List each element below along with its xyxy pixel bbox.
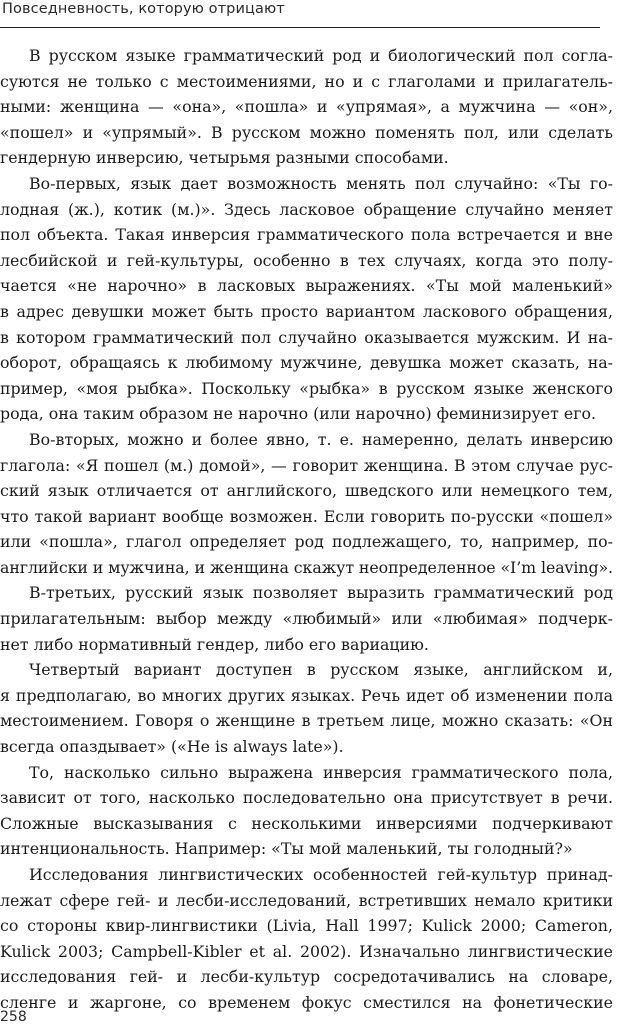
text-line: ский язык отличается от английского, шведского или немецкого тем, bbox=[0, 481, 613, 501]
paragraph bbox=[0, 760, 613, 862]
text-line: Во-первых, язык дает возможность менять пол случайно: «Ты го- bbox=[29, 173, 613, 193]
paragraph bbox=[0, 657, 613, 759]
text-line: или «пошла», глагол определяет род подлежащего, то, например, по- bbox=[0, 532, 613, 552]
text-line: Во-вторых, можно и более явно, т. е. намеренно, делать инверсию bbox=[29, 429, 613, 449]
text-line: со стороны квир-лингвистики (Livia, Hall 1997; Kulick 2000; Cameron, bbox=[0, 916, 613, 936]
paragraph bbox=[0, 43, 613, 171]
text-line: английски и мужчина, и женщина скажут неопределенное «I’m leaving». bbox=[0, 557, 613, 577]
text-line: Kulick 2003; Campbell-Kibler et al. 2002). Изначально лингвистические bbox=[0, 941, 613, 961]
text-line: сленге и жаргоне, со временем фокус сместился на фонетические bbox=[0, 992, 613, 1012]
text-line: лежат сфере гей- и лесби-исследований, встретивших немало критики bbox=[0, 890, 613, 910]
paragraph bbox=[0, 862, 613, 1016]
text-line: То, насколько сильно выражена инверсия грамматического пола, bbox=[29, 762, 613, 782]
text-line: всегда опаздывает» («He is always late»). bbox=[0, 737, 344, 757]
text-line: гендерную инверсию, четырьмя разными способами. bbox=[0, 148, 449, 168]
text-line: интенциональность. Например: «Ты мой маленький, ты голодный?» bbox=[0, 839, 573, 859]
paragraph bbox=[0, 580, 613, 657]
text-line: лесбийской и гей-культуры, особенно в тех случаях, когда это полу- bbox=[0, 250, 613, 270]
text-line: глагола: «Я пошел (м.) домой», — говорит женщина. В этом случае рус- bbox=[0, 455, 613, 475]
text-line: «пошел» и «упрямый». В русском можно поменять пол, или сделать bbox=[0, 122, 613, 142]
text-line: оборот, обращаясь к любимому мужчине, девушка может сказать, на- bbox=[0, 353, 613, 373]
text-line: я предполагаю, во многих других языках. Речь идет об изменении пола bbox=[0, 685, 613, 705]
text-line: в адрес девушки может быть просто вариантом ласкового обращения, bbox=[0, 301, 613, 321]
text-line: лодная (ж.), котик (м.)». Здесь ласковое обращение случайно меняет bbox=[0, 199, 613, 219]
text-line: прилагательным: выбор между «любимый» или «любимая» подчерк- bbox=[0, 609, 613, 629]
paragraph bbox=[0, 171, 613, 427]
text-line: Исследования лингвистических особенностей гей-культур принад- bbox=[29, 865, 613, 884]
text-line: нет либо нормативный гендер, либо его вариацию. bbox=[0, 634, 429, 654]
text-line: Сложные высказывания с несколькими инверсиями подчеркивают bbox=[0, 813, 613, 833]
text-line: чается «не нарочно» в ласковых выражениях. «Ты мой маленький» bbox=[0, 276, 613, 296]
running-header bbox=[0, 0, 600, 28]
running-title: Повседневность, которую отрицают bbox=[2, 1, 285, 17]
text-line: местоимением. Говоря о женщине в третьем лице, можно сказать: «Он bbox=[0, 711, 613, 731]
text-line: ными: женщина — «она», «пошла» и «упрямая», а мужчина — «он», bbox=[0, 97, 613, 117]
text-line: Четвертый вариант доступен в русском языке, английском и, bbox=[29, 660, 613, 680]
text-line: В-третьих, русский язык позволяет выразить грамматический род bbox=[29, 583, 613, 603]
text-line: исследования гей- и лесби-культур сосредотачивались на словаре, bbox=[0, 967, 613, 987]
text-line: в котором грамматический пол случайно оказывается мужским. И на- bbox=[0, 327, 613, 347]
text-line: рода, она таким образом не нарочно (или нарочно) феминизирует его. bbox=[0, 404, 597, 424]
text-line: зависит от того, насколько последовательно она присутствует в речи. bbox=[0, 788, 613, 808]
text-line: пример, «моя рыбка». Поскольку «рыбка» в русском языке женского bbox=[0, 378, 613, 398]
body-text bbox=[0, 43, 613, 1016]
page-number: 258 bbox=[0, 1009, 27, 1025]
text-line: В русском языке грамматический род и биологический пол согла- bbox=[29, 46, 613, 65]
paragraph bbox=[0, 427, 613, 581]
text-line: что такой вариант вообще возможен. Если говорить по-русски «пошел» bbox=[0, 506, 613, 526]
text-line: суются не только с местоимениями, но и с глаголами и прилагатель- bbox=[0, 71, 613, 91]
text-line: пол объекта. Такая инверсия грамматического пола встречается и вне bbox=[0, 225, 613, 245]
